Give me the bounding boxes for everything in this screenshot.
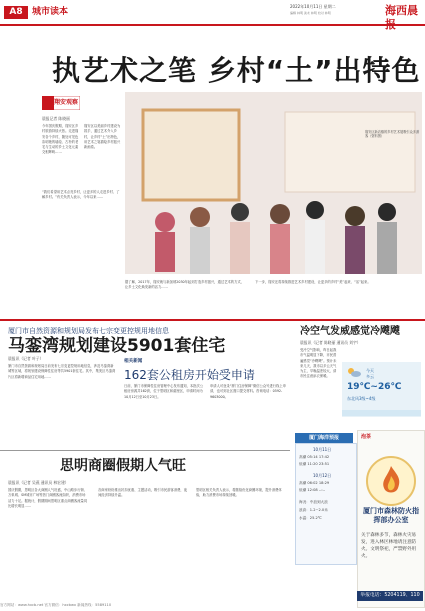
weather-label: 今天 [366, 368, 374, 373]
main-col-5: 下一步，翔安还将持续推进艺术乡村建设，让更多的乡村“美”起来、“活”起来。 [255, 280, 371, 284]
tide-date-2: 10月12日 [313, 473, 332, 478]
editor-credits: 编辑 林明 美术 林明 校对 林明 [290, 11, 331, 15]
section-title: 城市读本 [32, 7, 69, 17]
story-divider [0, 450, 290, 451]
tourism-headline: 思明商圈假期人气旺 [60, 458, 186, 474]
tide-date-1: 10月11日 [313, 447, 332, 452]
tourism-byline: 晨报讯（记者 吴燕 通讯员 林宏建） [8, 480, 69, 485]
tourism-col2: 各商家纷纷推出折扣优惠、主题活动，吸引市民游客消费，夜间经济持续升温。 [98, 488, 188, 498]
fire-prevention-icon [368, 458, 414, 504]
issue-date: 2022年10月11日 星期二 [290, 4, 336, 9]
related-news-tag: 相关新闻 [124, 359, 143, 364]
ad-title: 厦门市森林防火指挥部办公室 [363, 507, 419, 524]
main-photo [125, 92, 422, 274]
main-col-3: “我们希望用艺术点亮乡村，让更多的人走进乡村、了解乡村。”有关负责人表示，今年以来…… [42, 190, 120, 200]
weather-temperature: 19℃~26℃ [347, 382, 402, 392]
main-byline: 晨报记者 陈晓丽 [42, 116, 70, 121]
planning-headline: 马銮湾规划建设5901套住宅 [8, 336, 226, 356]
weather-headline-2: 感觉冷飕飕 [350, 326, 400, 337]
tide-row-4: 低潮 12:08 --:-- [299, 488, 326, 492]
page-footer: 官方网站：www.hxcb.net 官方微信：hxcbwx 新闻热线：5589110 [0, 603, 112, 607]
ad-body: 关于森林多节，森林火灾易发，进入林区林地请注意防火。文明祭祀，严禁野外用火。 [361, 533, 417, 559]
page-number: A8 [4, 6, 28, 19]
related-news-body: 日前，厦门市保障性住房管理中心发布通知，本批次公租房房源共162套，位于思明区和湖里区，申请时间为10月12日至10月23日。 [124, 384, 204, 399]
ad-badge: 泡茶 [361, 434, 372, 440]
main-col-4: 据了解，2017年，翔安就与新加坡2030年起到打造乡村振兴，通过艺术的方式，让乡土文化焕发新的活力…… [125, 280, 244, 290]
related-news-headline: 162套公租房开始受申请 [124, 368, 255, 382]
related-news-col2: 申请人可登录“厦门住房保障”微信公众号进行线上申请，也可到社区窗口提交材料。咨询电话：0592-9603000。 [210, 384, 286, 399]
main-col-1: 今年国庆假期，翔安区乡村旅游持续火热。走进翔安各个乡村，随处可见色彩明艳的墙绘、古朴的老宅与生动的乡土文化元素交相辉映…… [42, 124, 79, 155]
weather-headline-1: 冷空气发威 [300, 326, 350, 337]
column-tag: 翔安观察 [54, 99, 79, 106]
weather-card-footer [342, 410, 421, 416]
water-temperature: 水温：25.2℃ [299, 516, 322, 520]
section-separator [0, 319, 425, 321]
weather-wind: 东北风3级~4级 [347, 396, 376, 401]
ad-illustration [366, 456, 416, 506]
sea-state: 海况：中浪到大浪 [299, 500, 328, 504]
planning-byline: 晨报讯（记者 叶子） [8, 356, 44, 361]
tide-row-3: 高潮 06:02 18:29 [299, 481, 330, 485]
planning-body: 厦门市自然资源和规划局日前发布七宗变更控规用地信息，涉及马銮湾新城等区域，将规划建设保障性住房等共5901套住宅。其中，集美区马銮湾片区将新增商品住宅用地…… [8, 364, 116, 379]
weather-condition: 多云 [366, 374, 374, 379]
header-rule [0, 24, 425, 26]
photo-scene [125, 92, 422, 274]
tide-row-1: 高潮 05:14 17:42 [299, 455, 330, 459]
tourism-body: 国庆假期，思明区各大商圈人气旺盛，中山路步行街、万象城、SM城市广场等热门商圈客流如织，消费市场活力十足。据统计，假期期间思明区重点商圈客流量同比增长明显…… [8, 488, 88, 508]
ad-hotline: 举报电话：5204119、110 [357, 591, 423, 601]
tourism-col3: 思明区相关负责人表示，将继续优化商圈环境，提升消费体验，助力消费市场持续回暖。 [196, 488, 282, 498]
weather-byline: 晨报讯（记者 陈晓丽 通讯员 刘宇） [300, 340, 361, 345]
wave-height: 浪高：1.2~2.0米 [299, 508, 328, 512]
weather-body: 受冷空气影响，昨日起我市气温明显下降，市民普遍感觉“冷飕飕”。预计未来几天，我市以多云天气为主，早晚温差较大，请市民注意添衣保暖。 [300, 348, 337, 379]
cloud-sun-icon [346, 366, 362, 378]
tide-forecast-title: 厦门海洋预报 [295, 433, 353, 443]
main-col-2: 翔安区以美丽乡村建设为抓手，通过艺术介入乡村，让乡村“土”出特色，用艺术之笔描绘乡村振兴新画卷。 [84, 124, 121, 150]
newspaper-logo: 海西晨报 [385, 4, 418, 31]
photo-caption: 翔安区新店镇的乡村艺术展吸引众多游客（资料图） [365, 130, 420, 139]
tide-row-2: 低潮 11:20 23:51 [299, 462, 330, 466]
main-headline: 执艺术之笔 乡村“土”出特色 [52, 54, 421, 87]
planning-subhead: 厦门市自然资源和规划局发布七宗变更控规用地信息 [8, 327, 169, 335]
